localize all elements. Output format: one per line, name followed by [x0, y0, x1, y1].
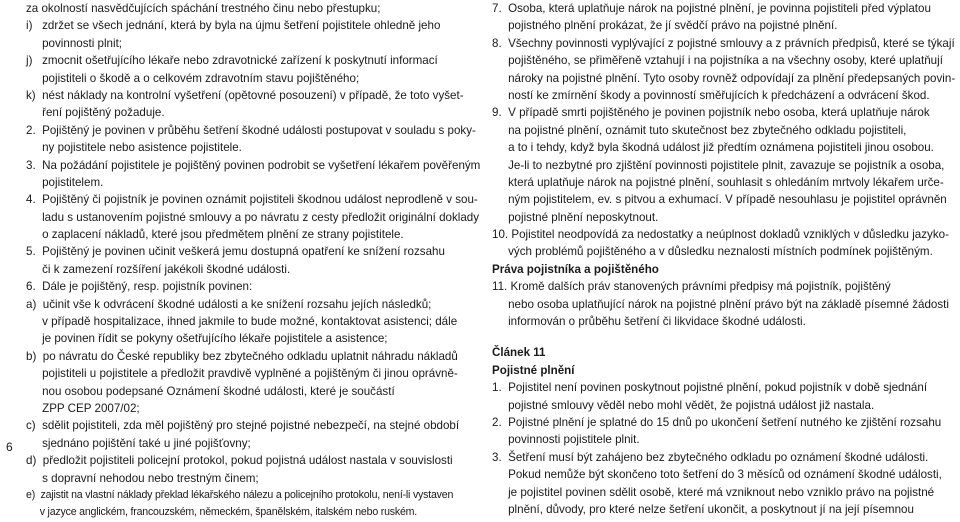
text-line: pojistného plnění prokázat, že jí svědčí právo na pojistné plnění.: [492, 19, 838, 33]
text-line: 8. Všechny povinnosti vyplývající z pojistné smlouvy a z právních předpisů, které se týkají: [492, 36, 955, 50]
text-line: je povinen řídit se pokyny ošetřujícího lékaře pojistitele a asistence;: [26, 332, 388, 346]
text-line: plnění, důvody, pro které nelze šetření ukončit, a poskytnout jí na její písemnou: [492, 502, 914, 516]
text-line: nebo osoba uplatňující nárok na pojistné plnění právo být na základě písemné žádosti: [492, 297, 949, 311]
text-line: 4. Pojištěný či pojistník je povinen oznámit pojistiteli škodnou událost neprodleně v sou-: [26, 193, 478, 207]
text-line: vých problémů pojištěného a v důsledku neznalosti místních podmínek pojištěným.: [492, 245, 933, 259]
text-line: 3. Šetření musí být zahájeno bez zbytečného odkladu po oznámení škodné události.: [492, 450, 929, 464]
text-line: ZPP CEP 2007/02;: [26, 401, 140, 415]
text-line: a) učinit vše k odvrácení škodné události a ke snížení rozsahu jejích následků;: [26, 297, 432, 311]
text-line: d) předložit pojistiteli policejní protokol, pokud pojistná událost nastala v souvislosti: [26, 454, 453, 468]
text-line: 9. V případě smrti pojištěného je povinen pojistník nebo osoba, která uplatňuje nárok: [492, 106, 930, 120]
text-line: s dopravní nehodou nebo trestným činem;: [26, 471, 259, 485]
text-line: Je-li to nezbytné pro zjištění povinnosti pojistitele plnit, zavazuje se pojistník a osoba,: [492, 158, 945, 172]
text-line: v jazyce anglickém, francouzském, německém, španělském, italském nebo ruském.: [26, 506, 418, 519]
right-column: [492, 0, 954, 518]
text-line: j) zmocnit ošetřujícího lékaře nebo zdravotnické zařízení k poskytnutí informací: [26, 54, 438, 68]
text-line: ným pojistitelem, ev. s pitvou a exhumací. V případě nesouhlasu je pojistitel oprávněn: [492, 193, 947, 207]
text-line: b) po návratu do České republiky bez zbytečného odkladu uplatnit náhradu nákladů: [26, 349, 458, 363]
text-line: nároky na pojistné plnění. Tyto osoby rovněž odpovídají za plnění předepsaných povin-: [492, 71, 956, 85]
text-line: která uplatňuje nárok na pojistné plnění, souhlasit s ohledáním mrtvoly lékařem urče-: [492, 175, 944, 189]
text-line: či k zamezení rozšíření jakékoli škodné události.: [26, 262, 291, 276]
section-heading: Práva pojistníka a pojištěného: [492, 262, 659, 276]
text-line: pojistitelem.: [26, 175, 104, 189]
text-line: informován o průběhu šetření či likvidace škodné události.: [492, 315, 806, 329]
text-line: Pokud nemůže být skončeno toto šetření do 3 měsíců od oznámení škodné události,: [492, 468, 942, 482]
text-line: ností ke zmírnění škody a povinností směřujících k předcházení a odvrácení škod.: [492, 88, 930, 102]
section-heading: Pojistné plnění: [492, 363, 575, 377]
text-line: 5. Pojištěný je povinen učinit veškerá jemu dostupná opatření ke snížení rozsahu: [26, 245, 445, 259]
text-line: i) zdržet se všech jednání, která by byla na újmu šetření pojistitele ohledně jeho: [26, 19, 441, 33]
text-line: e) zajistit na vlastní náklady překlad lékařského nálezu a policejního protokolu, není-li vystaven: [26, 488, 454, 501]
page-number: 6: [6, 440, 13, 454]
text-line: za okolností nasvědčujících spáchání trestného činu nebo přestupku;: [26, 2, 381, 15]
text-line: a to i tehdy, když byla škodná událost již předtím oznámena pojistiteli jinou osobou.: [492, 141, 934, 155]
text-line: pojistiteli u pojistitele a předložit pravdivě vyplněné a pojištěným či jinou oprávně-: [26, 367, 458, 381]
text-line: 2. Pojištěný je povinen v průběhu šetření škodné události postupovat v souladu s poky-: [26, 123, 476, 137]
text-line: pojištěného, se přiměřeně vztahují i na pojistníka a na všechny osoby, které uplatňují: [492, 54, 943, 68]
text-line: nou osobou podepsané Oznámení škodné události, které je součástí: [26, 384, 395, 398]
text-line: k) nést náklady na kontrolní vyšetření (opětovné posouzení) v případě, že toto vyšet-: [26, 88, 464, 102]
text-line: c) sdělit pojistiteli, zda měl pojištěný pro stejné pojistné nebezpečí, na stejné období: [26, 419, 460, 433]
text-line: v případě hospitalizace, ihned jakmile to bude možné, kontaktovat asistenci; dále: [26, 315, 458, 329]
text-line: o zaplacení nákladů, které jsou předmětem plnění ze strany pojistitele.: [26, 228, 404, 242]
text-line: povinnosti pojistitele plnit.: [492, 433, 640, 447]
text-line: 2. Pojistné plnění je splatné do 15 dnů po ukončení šetření nutného ke zjištění rozsahu: [492, 415, 942, 429]
text-line: 1. Pojistitel není povinen poskytnout pojistné plnění, pokud pojistník v době sjednání: [492, 381, 928, 395]
text-line: 10. Pojistitel neodpovídá za nedostatky a neúplnost dokladů vzniklých v důsledku jazyko-: [492, 228, 949, 242]
text-line: pojistiteli o škodě a o celkovém zdravotním stavu pojištěného;: [26, 71, 360, 85]
text-line: ření pojištěný požaduje.: [26, 106, 165, 120]
text-line: 11. Kromě dalších práv stanovených právními předpisy má pojistník, pojištěný: [492, 280, 891, 294]
text-line: sjednáno pojištění také u jiné pojišťovny;: [26, 436, 251, 450]
text-line: pojistné plnění neposkytnout.: [492, 210, 659, 224]
text-line: [492, 330, 954, 344]
text-line: pojistné smlouvy věděl nebo mohl vědět, že pojistná událost již nastala.: [492, 398, 875, 412]
text-line: povinnosti plnit;: [26, 36, 123, 50]
left-column: [26, 0, 481, 522]
text-line: je pojistitel povinen sdělit osobě, které má vzniknout nebo vzniklo právo na pojistné: [492, 485, 935, 499]
text-line: 6. Dále je pojištěný, resp. pojistník povinen:: [26, 280, 253, 294]
text-line: na pojistné plnění, oznámit tuto skutečnost bez zbytečného odkladu pojistiteli,: [492, 123, 907, 137]
text-line: ladu s ustanovením pojistné smlouvy a po návratu z cesty předložit originální doklady: [26, 210, 480, 224]
text-line: 3. Na požádání pojistitele je pojištěný povinen podrobit se vyšetření lékařem pověřeným: [26, 158, 481, 172]
section-heading: Článek 11: [492, 346, 546, 360]
text-line: 7. Osoba, která uplatňuje nárok na pojistné plnění, je povinna pojistiteli před výplatou: [492, 2, 931, 15]
text-line: ny pojistitele nebo asistence pojistitele.: [26, 141, 242, 155]
